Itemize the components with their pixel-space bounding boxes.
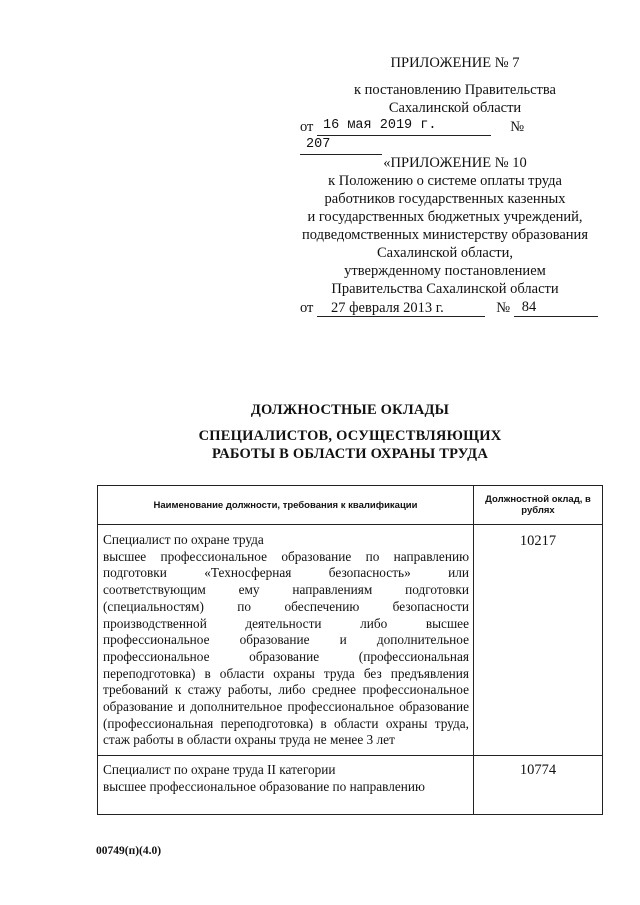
prior-appendix-title: «ПРИЛОЖЕНИЕ № 10 xyxy=(383,155,527,171)
table-header-row xyxy=(98,486,603,525)
number-label: № xyxy=(510,119,525,135)
document-code: 00749(п)(4.0) xyxy=(96,845,162,857)
table-row xyxy=(98,756,603,814)
from-label: от xyxy=(300,300,314,316)
appendix-date: 16 мая 2019 г. xyxy=(317,117,491,136)
prior-appendix-line-2: работников государственных казенных xyxy=(324,191,566,207)
prior-appendix-line-6: утвержденному постановлением xyxy=(344,263,546,279)
salary-table xyxy=(97,485,603,815)
table-row xyxy=(98,525,603,756)
page-title: ДОЛЖНОСТНЫЕ ОКЛАДЫ xyxy=(250,402,450,418)
appendix-line-2: Сахалинской области xyxy=(388,100,522,116)
prior-appendix-line-4: подведомственных министерству образования xyxy=(301,227,588,243)
column-header-salary: Должностной оклад, в рублях xyxy=(474,486,603,525)
appendix-number: 207 xyxy=(300,136,382,155)
number-label: № xyxy=(496,300,511,316)
page-subtitle-2: РАБОТЫ В ОБЛАСТИ ОХРАНЫ ТРУДА xyxy=(212,446,488,462)
position-title: Специалист по охране труда xyxy=(103,532,264,547)
prior-appendix-date-line xyxy=(300,298,600,317)
column-header-position: Наименование должности, требования к квалификации xyxy=(98,486,474,525)
prior-appendix-line-5: Сахалинской области, xyxy=(377,245,513,261)
prior-appendix-line-3: и государственных бюджетных учреждений, xyxy=(307,209,583,225)
salary-value: 10774 xyxy=(474,756,603,814)
position-requirements: высшее профессиональное образование по направлению подготовки «Техносферная безопасность» или соответствующим ему направлениям подготовки (специальностям) по обеспечению безопасности производственной деятельности либо высшее профессиональное образование и дополнительное профессиональное образование (профессиональная переподготовка) в области охраны труда без предъявления требований к стажу работы, либо среднее профессиональное образование и дополнительное профессиональное образование (профессиональная переподготовка) в области охраны труда, стаж работы в области охраны труда не менее 3 лет xyxy=(103,548,469,748)
page-subtitle-1: СПЕЦИАЛИСТОВ, ОСУЩЕСТВЛЯЮЩИХ xyxy=(198,428,502,444)
salary-value: 10217 xyxy=(474,525,603,756)
appendix-line-1: к постановлению Правительства xyxy=(354,82,556,98)
prior-appendix-number: 84 xyxy=(514,298,598,317)
position-cell xyxy=(98,756,474,814)
prior-appendix-date: 27 февраля 2013 г. xyxy=(317,299,485,317)
appendix-date-line xyxy=(300,117,600,155)
position-title: Специалист по охране труда II категории xyxy=(103,762,336,778)
prior-appendix-line-1: к Положению о системе оплаты труда xyxy=(328,173,562,189)
from-label: от xyxy=(300,119,314,135)
position-requirements: высшее профессиональное образование по направлению xyxy=(103,778,425,794)
position-cell xyxy=(98,525,474,756)
prior-appendix-line-7: Правительства Сахалинской области xyxy=(331,281,559,297)
appendix-title: ПРИЛОЖЕНИЕ № 7 xyxy=(390,55,520,71)
